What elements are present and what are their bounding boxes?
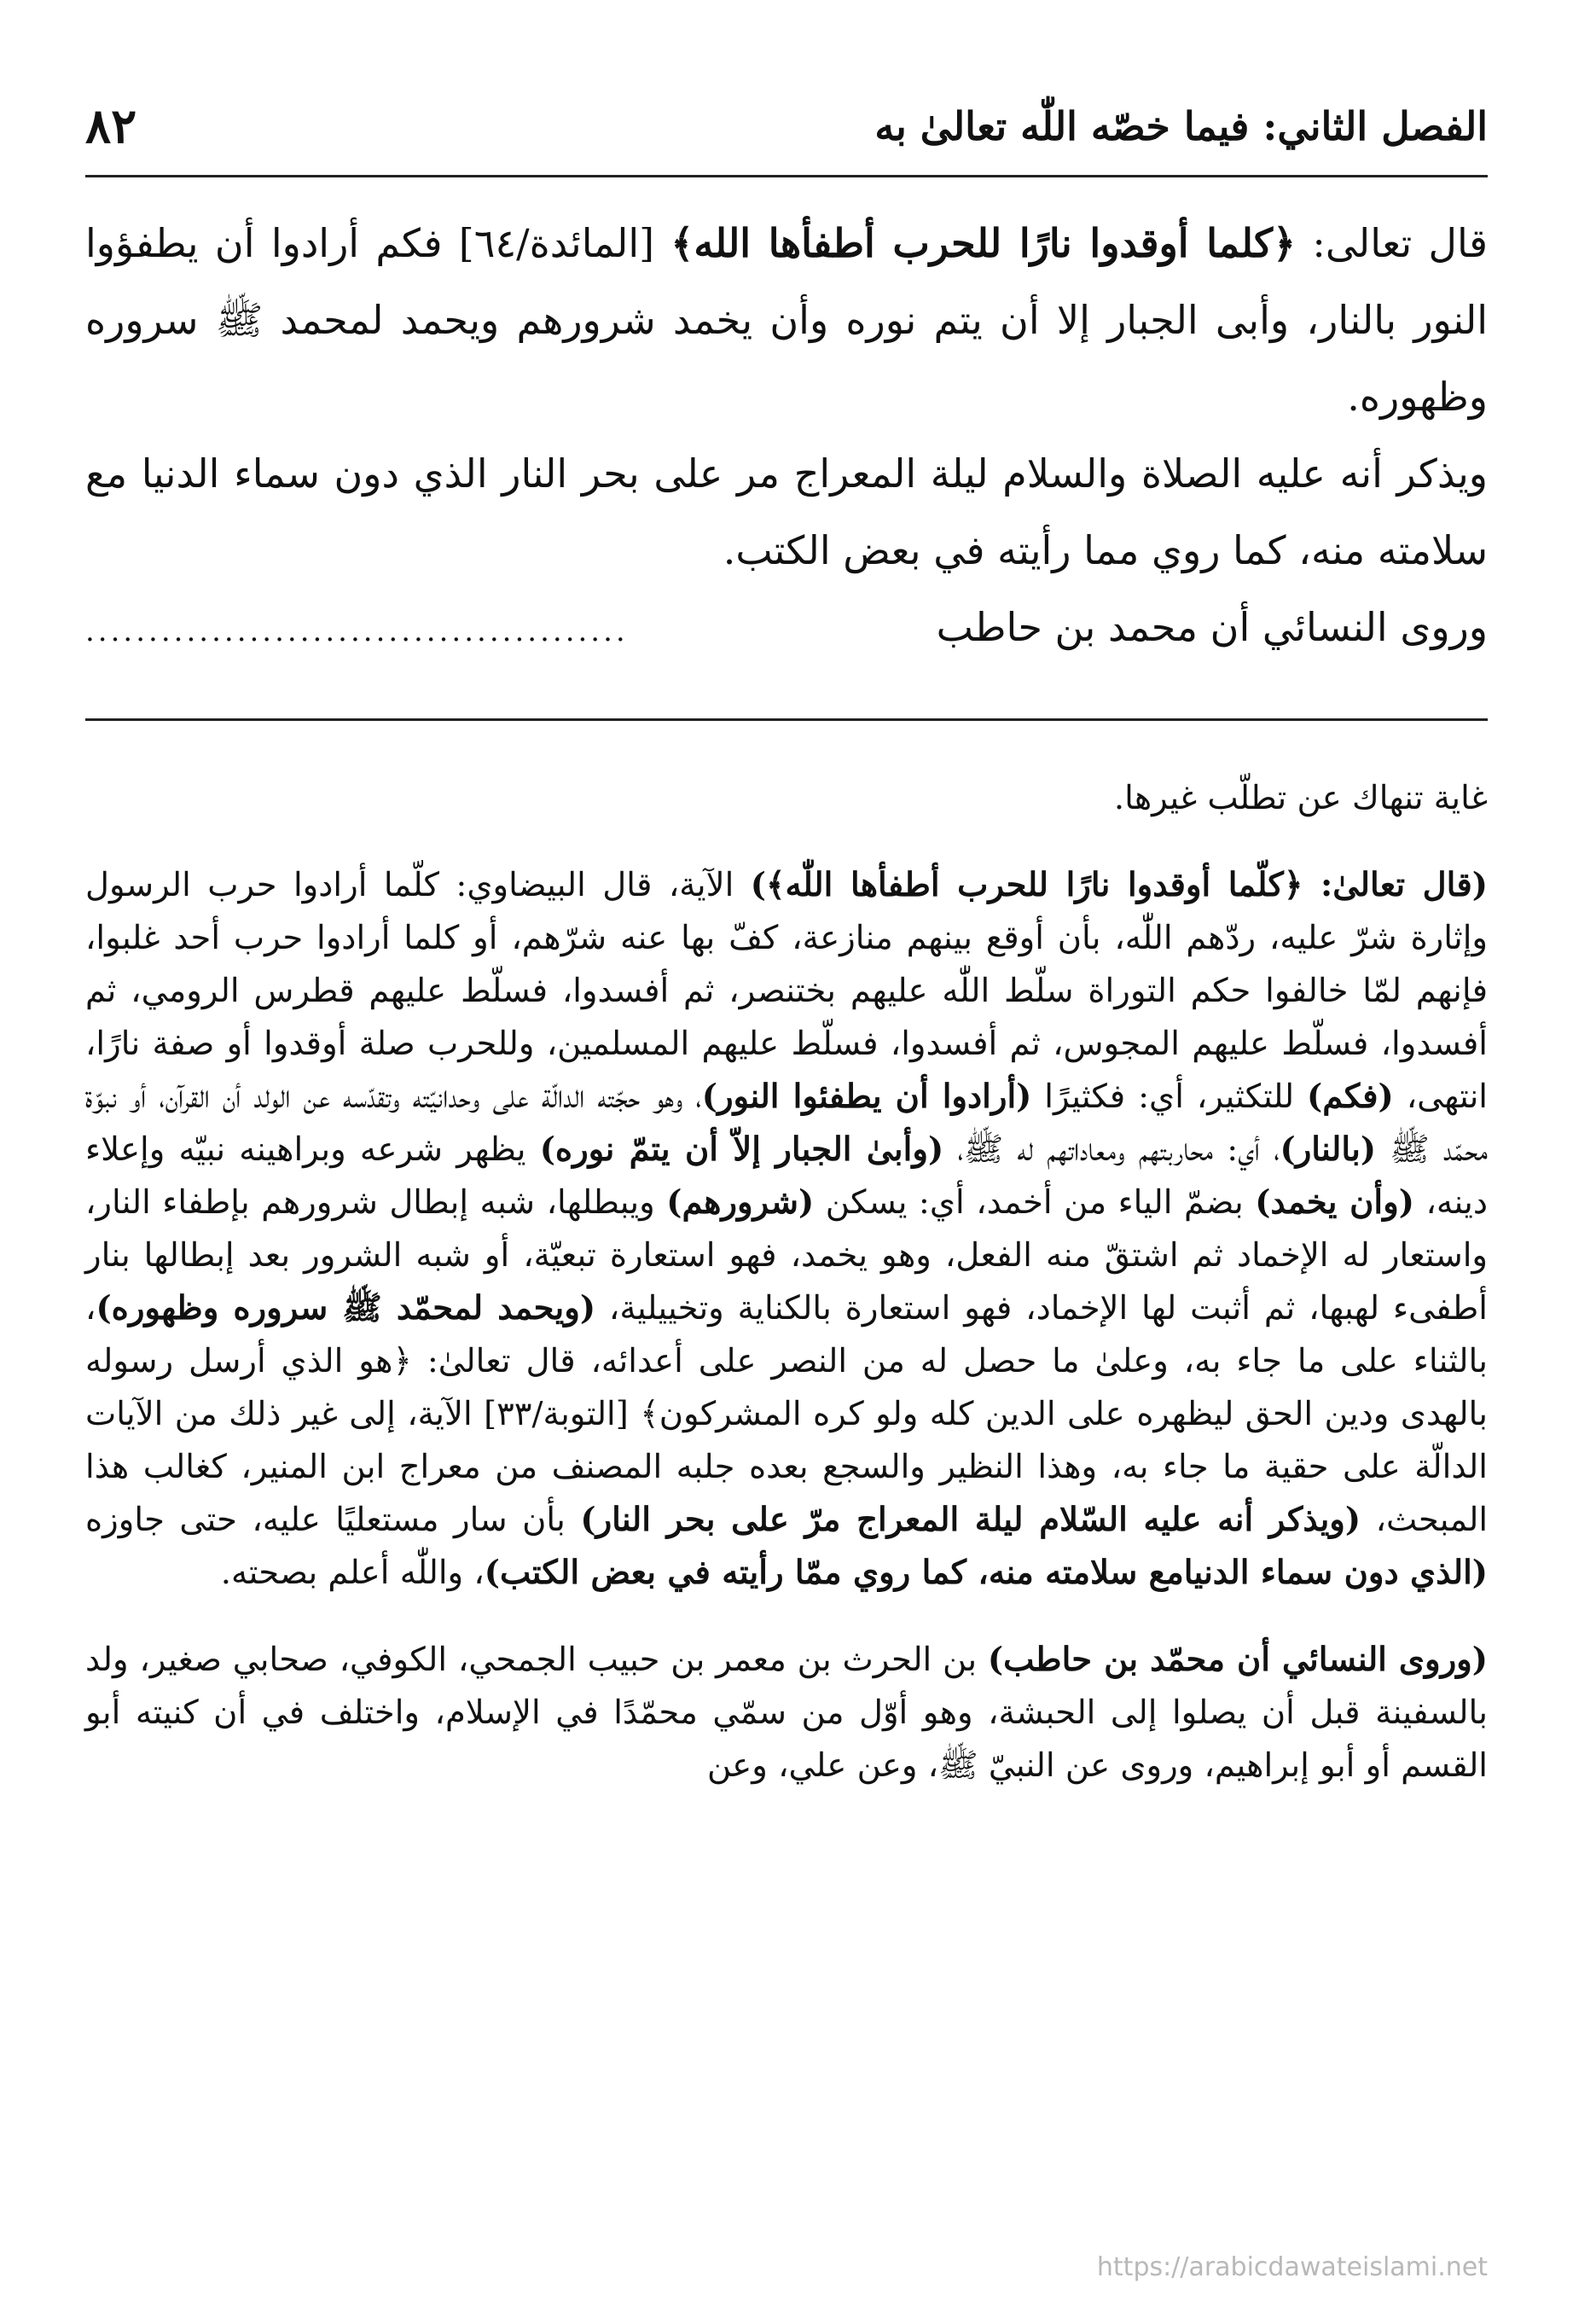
explanation: ، وهو حجّته الدالّة على وحدانيّته وتقدّسه عن الولد أن القرآن، أو نبوّة محمّد ﷺ (85, 1078, 1489, 1169)
main-paragraph-1-intro: قال تعالى: (1295, 220, 1488, 266)
explanation: ، أي: محاربتهم ومعاداتهم له ﷺ، (943, 1130, 1280, 1169)
main-text (85, 205, 1488, 670)
explanation: بن الحرث بن معمر بن حبيب الجمحي، الكوفي، صحابي صغير، ولد بالسفينة قبل أن يصلوا إلى الحبشة، وهو أوّل من سمّي محمّدًا في الإسلام، واختلف في أن كنيته أبو القسم أو أبو إبراهيم، وروى عن النبيّ ﷺ، وعن علي، وعن (85, 1641, 1488, 1785)
running-header (85, 92, 1488, 160)
lemma: (شرورهم) (666, 1183, 815, 1222)
explanation: ويبطلها، شبه إبطال شرورهم بإطفاء النار، واستعار له الإخماد ثم اشتقّ منه الفعل، وهو يخمد، فهو استعارة تبعيّة، أو شبه الشرور بعد إبطالها بنار أطفىء لهبها، ثم أثبت لها الإخماد، فهو استعارة بالكناية وتخييلية، (85, 1183, 1488, 1328)
lemma: (قال تعالىٰ: ﴿كلّما أوقدوا نارًا للحرب أطفأها اللّٰه﴾) (750, 866, 1488, 904)
header-rule (85, 175, 1488, 177)
quran-quote: ﴿كلما أوقدوا نارًا للحرب أطفأها الله﴾ (670, 220, 1296, 266)
commentary-paragraph-1: غاية تنهاك عن تطلّب غيرها. (1113, 779, 1488, 817)
lemma: (فكم) (1307, 1078, 1394, 1116)
lemma: (وروى النسائي أن محمّد بن حاطب) (987, 1641, 1488, 1679)
lemma: (وأبىٰ الجبار إلاّ أن يتمّ نوره) (539, 1130, 944, 1169)
lemma: (وأن يخمد) (1255, 1183, 1414, 1222)
explanation: ، واللّٰه أعلم بصحته. (220, 1554, 485, 1592)
separator-rule (85, 718, 1488, 721)
page-number: ٨٢ (85, 98, 137, 154)
explanation: الآية، قال البيضاوي: كلّما أرادوا حرب الرسول وإثارة شرّ عليه، ردّهم اللّٰه، بأن أوقع بينهم منازعة، كفّ بها عنه شرّهم، أو كلما أرادوا حرب أحد غلبوا، فإنهم لمّا خالفوا حكم التوراة سلّط اللّٰه عليهم بختنصر، ثم أفسدوا، فسلّط عليهم قطرس الرومي، ثم أفسدوا، فسلّط عليهم المجوس، ثم أفسدوا، فسلّط عليهم المسلمين، وللحرب صلة أوقدوا أو صفة نارًا، انتهى، (85, 866, 1488, 1116)
commentary-paragraph-2 (85, 859, 1488, 1600)
continuation-dots: ........................................... (85, 614, 629, 648)
lemma: (ويحمد لمحمّد ﷺ سروره وظهوره) (96, 1289, 596, 1328)
commentary (85, 772, 1488, 1792)
explanation: بضمّ الياء من أخمد، أي: يسكن (814, 1183, 1256, 1222)
main-paragraph-1-rest: [المائدة/٦٤] فكم أرادوا أن يطفؤوا النور بالنار، وأبى الجبار إلا أن يتم نوره وأن يخمد شرورهم ويحمد لمحمد ﷺ سروره وظهوره. (85, 220, 1488, 420)
chapter-title: الفصل الثاني: فيما خصّه اللّٰه تعالىٰ به (874, 103, 1488, 149)
commentary-paragraph-3 (85, 1634, 1488, 1792)
lemma: (أرادوا أن يطفئوا النور) (701, 1078, 1032, 1116)
explanation: ، بالثناء على ما جاء به، وعلىٰ ما حصل له من النصر على أعدائه، قال تعالىٰ: ﴿هو الذي أرسل رسوله بالهدى ودين الحق ليظهره على الدين كله ولو كره المشركون﴾ [التوبة/٣٣] الآية، إلى غير ذلك من الآيات الدالّة على حقية ما جاء به، وهذا النظير والسجع بعده جلبه المصنف من معراج ابن المنير، كغالب هذا المبحث، (85, 1289, 1489, 1539)
lemma: (الذي دون سماء الدنيامع سلامته منه، كما روي ممّا رأيته في بعض الكتب) (484, 1554, 1488, 1592)
main-paragraph-3-text: وروى النسائي أن محمد بن حاطب (936, 604, 1488, 650)
explanation: للتكثير، أي: فكثيرًا (1031, 1078, 1308, 1116)
watermark-url: https://arabicdawateislami.net (1096, 2252, 1488, 2282)
lemma: (ويذكر أنه عليه السّلام ليلة المعراج مرّ على بحر النار) (580, 1501, 1361, 1539)
main-paragraph-1 (85, 205, 1488, 435)
main-paragraph-2: ويذكر أنه عليه الصلاة والسلام ليلة المعراج مر على بحر النار الذي دون سماء الدنيا مع سلامته منه، كما روي مما رأيته في بعض الكتب. (85, 450, 1488, 573)
lemma: (بالنار) (1280, 1130, 1377, 1169)
explanation: بأن سار مستعليًا عليه، حتى جاوزه (85, 1501, 581, 1539)
explanation: يظهر شرعه وبراهينه نبيّه وإعلاء دينه، (85, 1130, 1488, 1222)
main-paragraph-3 (85, 589, 1488, 670)
